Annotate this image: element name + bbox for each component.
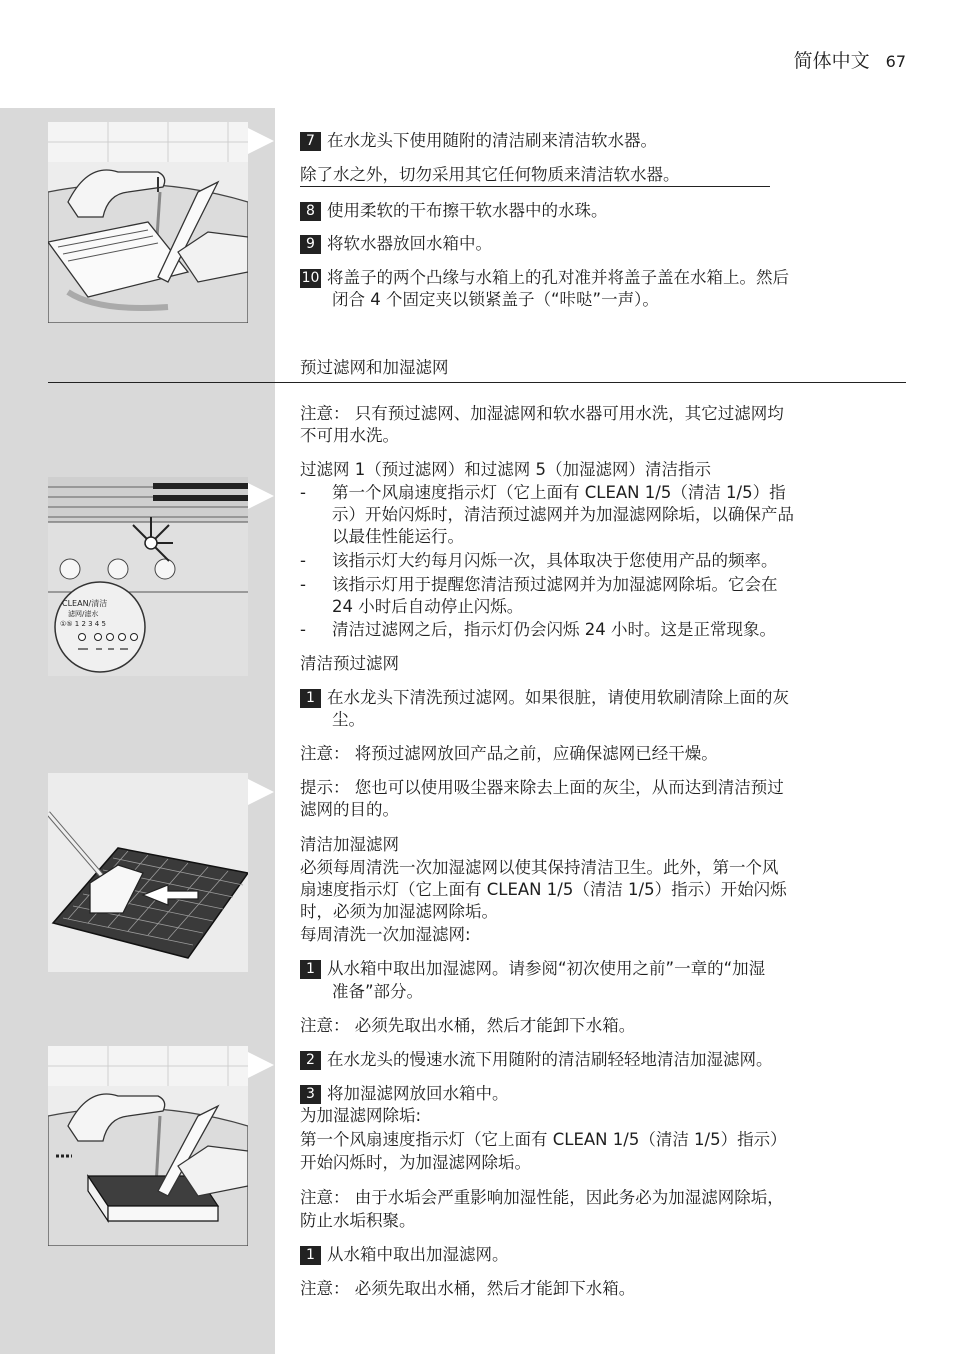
warning-text: 除了水之外，切勿采用其它任何物质来清洁软水器。 — [300, 165, 680, 184]
step-text: 在水龙头下清洗预过滤网。如果很脏，请使用软刷清除上面的灰 — [327, 688, 789, 707]
humid-para-line-2: 扇速度指示灯（它上面有 CLEAN 1/5（清洁 1/5）指示）开始闪烁 — [300, 880, 787, 899]
step-9 — [300, 233, 492, 254]
header-language: 简体中文 — [793, 50, 870, 72]
descale-title: 为加湿滤网除垢: — [300, 1106, 422, 1125]
bullet-1-line-3: 以最佳性能运行。 — [332, 527, 464, 546]
panel-filter-numbers: ①⑤ 1 2 3 4 5 — [60, 620, 106, 628]
note-4-line-2: 防止水垢积聚。 — [300, 1211, 416, 1230]
faucet-filter-icon — [48, 1046, 248, 1246]
prefilter-step-1-cont: 尘。 — [332, 710, 365, 729]
note-1: 注意： 只有预过滤网、加湿滤网和软水器可用水洗，其它过滤网均 — [300, 404, 784, 423]
step-number: 1 — [300, 960, 321, 979]
step-text: 将加湿滤网放回水箱中。 — [327, 1084, 509, 1103]
step-8 — [300, 200, 608, 221]
step-text: 在水龙头下使用随附的清洁刷来清洁软水器。 — [327, 131, 657, 150]
illustration-pointer — [248, 483, 274, 509]
step-text: 使用柔软的干布擦干软水器中的水珠。 — [327, 201, 608, 220]
bullet-4-line-1: 清洁过滤网之后，指示灯仍会闪烁 24 小时。这是正常现象。 — [332, 620, 776, 639]
weekly-step-1 — [300, 958, 765, 979]
step-number: 8 — [300, 202, 321, 221]
step-text: 从水箱中取出加湿滤网。请参阅“初次使用之前”一章的“加湿 — [327, 959, 766, 978]
weekly-step-1-cont: 准备”部分。 — [332, 982, 424, 1001]
note-1-cont: 不可用水洗。 — [300, 426, 399, 445]
bullet-dash: - — [300, 575, 306, 594]
warning-underline — [300, 186, 770, 187]
illustration-vacuum-prefilter — [48, 773, 248, 972]
bullet-1-line-1: 第一个风扇速度指示灯（它上面有 CLEAN 1/5（清洁 1/5）指 — [332, 483, 786, 502]
step-10 — [300, 267, 789, 288]
step-number: 1 — [300, 1246, 321, 1265]
section-title: 预过滤网和加湿滤网 — [300, 358, 449, 377]
note-5: 注意： 必须先取出水桶，然后才能卸下水箱。 — [300, 1279, 636, 1298]
clean-prefilter-title: 清洁预过滤网 — [300, 654, 399, 673]
note-2: 注意： 将预过滤网放回产品之前，应确保滤网已经干燥。 — [300, 744, 718, 763]
humid-para-line-3: 时，必须为加湿滤网除垢。 — [300, 902, 498, 921]
illustration-pointer — [248, 128, 274, 154]
step-number: 1 — [300, 689, 321, 708]
descale-para-line-1: 第一个风扇速度指示灯（它上面有 CLEAN 1/5（清洁 1/5）指示） — [300, 1130, 787, 1149]
step-text: 在水龙头的慢速水流下用随附的清洁刷轻轻地清洁加湿滤网。 — [327, 1050, 773, 1069]
panel-clean-label: CLEAN/清洁 — [62, 599, 108, 608]
bullet-3-line-1: 该指示灯用于提醒您清洁预过滤网并为加湿滤网除垢。它会在 — [332, 575, 778, 594]
illustration-faucet-softener — [48, 122, 248, 323]
step-text: 将盖子的两个凸缘与水箱上的孔对准并将盖子盖在水箱上。然后 — [327, 268, 789, 287]
step-number: 9 — [300, 235, 321, 254]
step-number: 3 — [300, 1085, 321, 1104]
step-number: 2 — [300, 1051, 321, 1070]
tip-line-2: 滤网的目的。 — [300, 800, 399, 819]
faucet-brush-icon — [48, 122, 248, 323]
page-number: 67 — [885, 52, 906, 71]
vacuum-filter-icon — [48, 773, 248, 972]
page-header — [794, 46, 906, 73]
step-text: 从水箱中取出加湿滤网。 — [327, 1245, 509, 1264]
step-number: 7 — [300, 132, 321, 151]
step-text: 将软水器放回水箱中。 — [327, 234, 492, 253]
bullet-1-line-2: 示）开始闪烁时，清洁预过滤网并为加湿滤网除垢，以确保产品 — [332, 505, 794, 524]
illustration-faucet-humid-filter — [48, 1046, 248, 1246]
bullet-dash: - — [300, 551, 306, 570]
bullet-2-line-1: 该指示灯大约每月闪烁一次，具体取决于您使用产品的频率。 — [332, 551, 778, 570]
panel-clean-sub: 滤网/滤水 — [68, 610, 99, 618]
descale-step-1 — [300, 1244, 509, 1265]
weekly-step-3 — [300, 1083, 509, 1104]
prefilter-step-1 — [300, 687, 789, 708]
illustration-pointer — [248, 1052, 274, 1078]
note-3: 注意： 必须先取出水桶，然后才能卸下水箱。 — [300, 1016, 636, 1035]
step-number: 10 — [301, 270, 320, 286]
bullet-dash: - — [300, 483, 306, 502]
tip-line-1: 提示： 您也可以使用吸尘器来除去上面的灰尘，从而达到清洁预过 — [300, 778, 784, 797]
clean-humid-title: 清洁加湿滤网 — [300, 835, 399, 854]
illustration-pointer — [248, 779, 274, 805]
control-panel-icon — [48, 477, 248, 676]
step-7 — [300, 130, 657, 151]
section-divider — [48, 382, 906, 383]
weekly-step-2 — [300, 1049, 773, 1070]
illustration-control-panel — [48, 477, 248, 676]
descale-para-line-2: 开始闪烁时，为加湿滤网除垢。 — [300, 1153, 531, 1172]
note-4-line-1: 注意： 由于水垢会严重影响加湿性能，因此务必为加湿滤网除垢， — [300, 1188, 784, 1207]
indicator-title: 过滤网 1（预过滤网）和过滤网 5（加湿滤网）清洁指示 — [300, 460, 711, 479]
bullet-3-line-2: 24 小时后自动停止闪烁。 — [332, 597, 524, 616]
bullet-dash: - — [300, 620, 306, 639]
step-10-cont: 闭合 4 个固定夹以锁紧盖子（“咔哒”一声）。 — [332, 290, 659, 309]
weekly-title: 每周清洗一次加湿滤网: — [300, 925, 471, 944]
humid-para-line-1: 必须每周清洗一次加湿滤网以使其保持清洁卫生。此外，第一个风 — [300, 858, 779, 877]
